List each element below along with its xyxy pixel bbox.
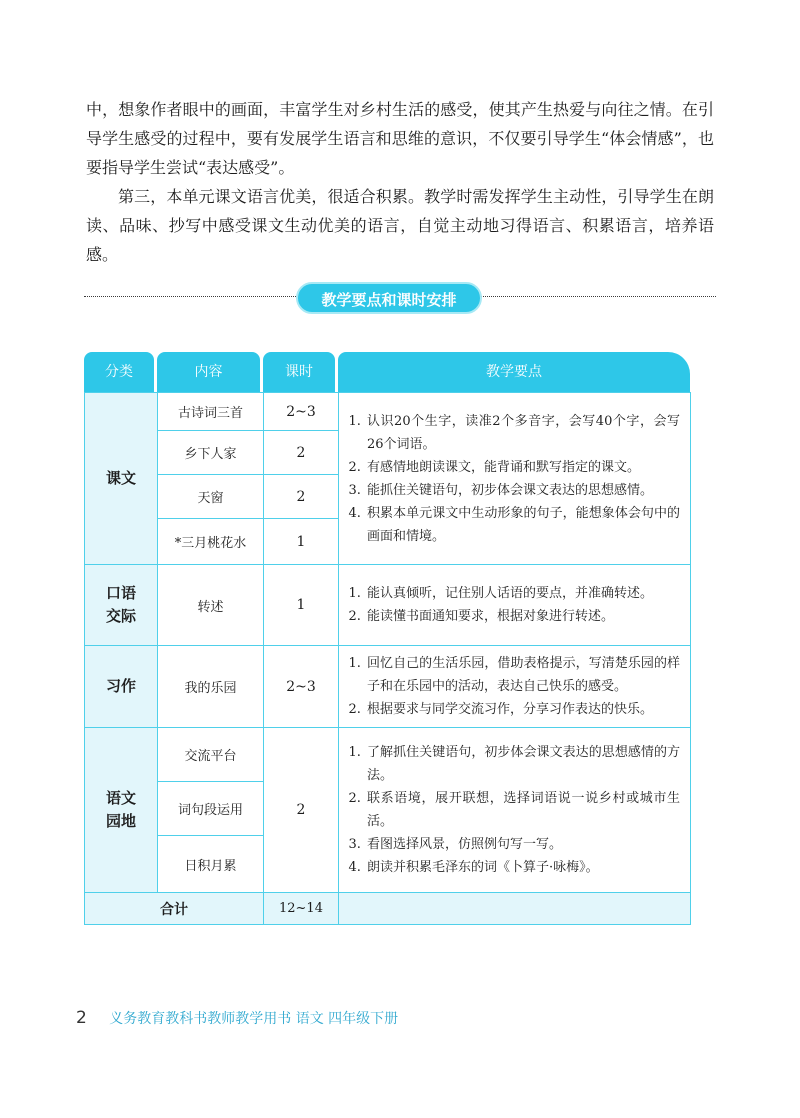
category-cell: 课文 bbox=[85, 393, 158, 565]
hours-cell: 2 bbox=[264, 431, 339, 475]
page-number: 2 bbox=[76, 1008, 87, 1028]
category-line: 口语 bbox=[105, 584, 136, 602]
point-item: 3. 看图选择风景，仿照例句写一写。 bbox=[365, 833, 680, 856]
category-cell: 习作 bbox=[85, 646, 158, 728]
points-cell bbox=[339, 565, 691, 646]
content-cell: *三月桃花水 bbox=[158, 519, 264, 565]
point-item: 4. 朗读并积累毛泽东的词《卜算子·咏梅》。 bbox=[365, 856, 680, 879]
table-row bbox=[85, 565, 691, 646]
content-cell: 交流平台 bbox=[158, 728, 264, 782]
hours-cell: 2~3 bbox=[264, 646, 339, 728]
intro-text bbox=[86, 95, 714, 269]
content-cell: 古诗词三首 bbox=[158, 393, 264, 431]
category-cell bbox=[85, 565, 158, 646]
point-item: 4. 积累本单元课文中生动形象的句子，能想象体会句中的画面和情境。 bbox=[365, 502, 680, 548]
table-header bbox=[84, 352, 690, 392]
header-hours: 课时 bbox=[263, 352, 335, 392]
intro-paragraph-2: 第三，本单元课文语言优美，很适合积累。教学时需发挥学生主动性，引导学生在朗读、品味、抄写中感受课文生动优美的语言，自觉主动地习得语言、积累语言，培养语感。 bbox=[86, 187, 714, 264]
header-content: 内容 bbox=[157, 352, 260, 392]
point-item: 3. 能抓住关键语句，初步体会课文表达的思想感情。 bbox=[365, 479, 680, 502]
hours-cell: 1 bbox=[264, 519, 339, 565]
total-label: 合计 bbox=[85, 893, 264, 925]
category-line: 语文 bbox=[105, 789, 136, 807]
header-category: 分类 bbox=[84, 352, 154, 392]
point-item: 1. 认识20个生字，读准2个多音字，会写40个字，会写26个词语。 bbox=[365, 410, 680, 456]
content-cell: 词句段运用 bbox=[158, 782, 264, 836]
point-item: 2. 有感情地朗读课文，能背诵和默写指定的课文。 bbox=[365, 456, 680, 479]
section-title: 教学要点和课时安排 bbox=[296, 282, 482, 314]
point-item: 1. 能认真倾听，记住别人话语的要点，并准确转述。 bbox=[365, 582, 680, 605]
page-footer bbox=[76, 1008, 398, 1028]
table-row-total bbox=[85, 893, 691, 925]
hours-cell: 1 bbox=[264, 565, 339, 646]
category-cell bbox=[85, 728, 158, 893]
table-row bbox=[85, 393, 691, 431]
total-blank-cell bbox=[339, 893, 691, 925]
schedule-table bbox=[84, 352, 690, 925]
header-points: 教学要点 bbox=[338, 352, 690, 392]
point-item: 1. 回忆自己的生活乐园，借助表格提示，写清楚乐园的样子和在乐园中的活动，表达自己快乐的感受。 bbox=[365, 652, 680, 698]
table-body bbox=[84, 392, 691, 925]
total-hours: 12~14 bbox=[264, 893, 339, 925]
hours-cell: 2 bbox=[264, 728, 339, 893]
hours-cell: 2~3 bbox=[264, 393, 339, 431]
content-cell: 我的乐园 bbox=[158, 646, 264, 728]
content-cell: 转述 bbox=[158, 565, 264, 646]
content-cell: 乡下人家 bbox=[158, 431, 264, 475]
hours-cell: 2 bbox=[264, 475, 339, 519]
table-row bbox=[85, 646, 691, 728]
points-cell bbox=[339, 646, 691, 728]
point-item: 2. 联系语境，展开联想，选择词语说一说乡村或城市生活。 bbox=[365, 787, 680, 833]
table-row bbox=[85, 728, 691, 782]
point-item: 1. 了解抓住关键语句，初步体会课文表达的思想感情的方法。 bbox=[365, 741, 680, 787]
content-cell: 天窗 bbox=[158, 475, 264, 519]
points-cell bbox=[339, 728, 691, 893]
point-item: 2. 能读懂书面通知要求，根据对象进行转述。 bbox=[365, 605, 680, 628]
intro-paragraph-1: 中，想象作者眼中的画面，丰富学生对乡村生活的感受，使其产生热爱与向往之情。在引导学生感受的过程中，要有发展学生语言和思维的意识，不仅要引导学生“体会情感”，也要指导学生尝试“表达感受”。 bbox=[86, 100, 714, 177]
points-cell bbox=[339, 393, 691, 565]
category-line: 园地 bbox=[105, 812, 136, 830]
category-line: 交际 bbox=[105, 607, 136, 625]
point-item: 2. 根据要求与同学交流习作，分享习作表达的快乐。 bbox=[365, 698, 680, 721]
book-title: 义务教育教科书教师教学用书 语文 四年级下册 bbox=[109, 1011, 399, 1027]
content-cell: 日积月累 bbox=[158, 836, 264, 893]
